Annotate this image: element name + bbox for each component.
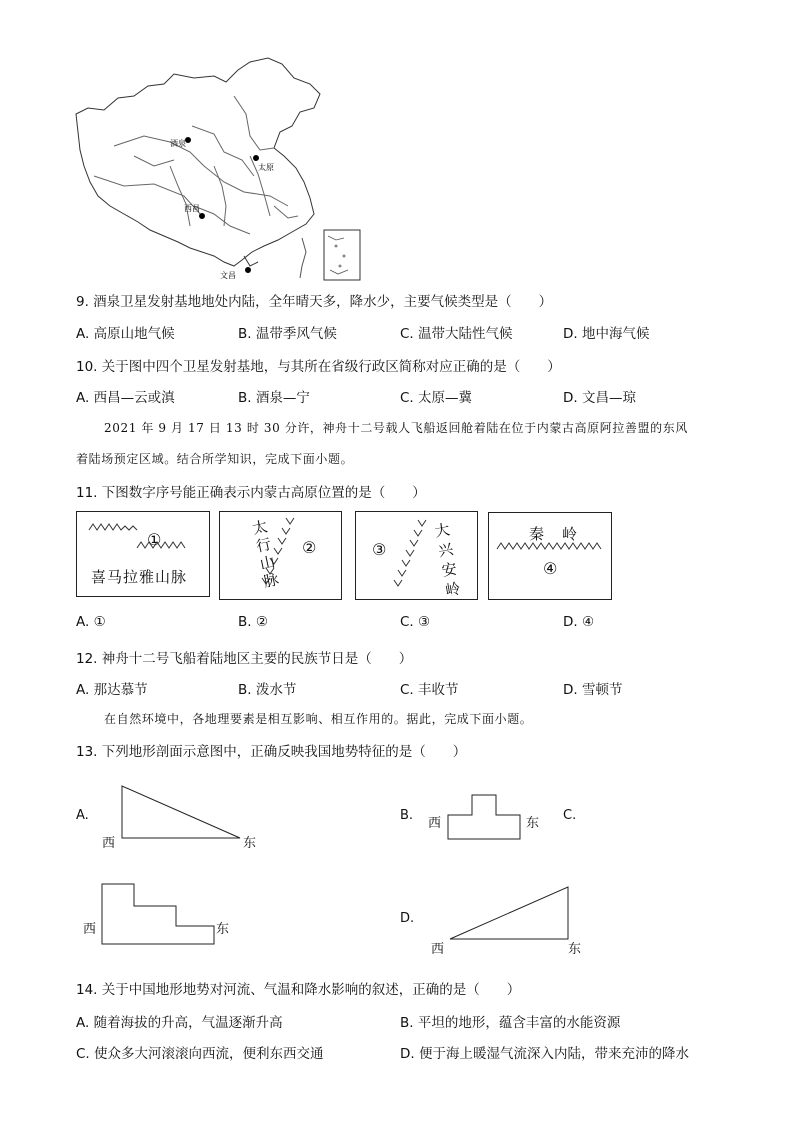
profile-a-shape[interactable] xyxy=(120,784,244,840)
q11-option-a[interactable]: A. ① xyxy=(76,614,106,630)
q11-option-b[interactable]: B. ② xyxy=(238,614,268,630)
q11-box-1-number: ① xyxy=(147,530,162,549)
china-outline xyxy=(76,58,320,266)
q10-option-d[interactable]: D. 文昌—琼 xyxy=(563,390,636,406)
profile-d-shape[interactable] xyxy=(448,885,572,941)
q12-option-c[interactable]: C. 丰收节 xyxy=(400,682,459,698)
q12-option-a[interactable]: A. 那达慕节 xyxy=(76,682,148,698)
passage2-line1: 在自然环境中，各地理要素是相互影响、相互作用的。据此，完成下面小题。 xyxy=(104,712,533,726)
q10-option-c[interactable]: C. 太原—冀 xyxy=(400,390,473,406)
q14-stem: 14. 关于中国地形地势对河流、气温和降水影响的叙述，正确的是（ ） xyxy=(76,982,521,998)
q13-c-east-label: 东 xyxy=(216,922,230,937)
q13-option-a-letter[interactable]: A. xyxy=(76,808,89,823)
q14-option-b[interactable]: B. 平坦的地形，蕴含丰富的水能资源 xyxy=(400,1015,621,1031)
q14-option-a[interactable]: A. 随着海拔的升高，气温逐渐升高 xyxy=(76,1015,283,1031)
q11-box-2 xyxy=(219,511,342,600)
q11-box-3 xyxy=(355,511,478,600)
q11-box-3-number: ③ xyxy=(372,540,387,559)
q11-option-c[interactable]: C. ③ xyxy=(400,614,431,630)
xichang-marker xyxy=(199,213,205,219)
q9-option-d[interactable]: D. 地中海气候 xyxy=(563,326,650,342)
q9-stem: 9. 酒泉卫星发射基地地处内陆，全年晴天多，降水少，主要气候类型是（ ） xyxy=(76,294,553,310)
q14-option-d[interactable]: D. 便于海上暖湿气流深入内陆，带来充沛的降水 xyxy=(400,1046,689,1062)
china-map-figure xyxy=(74,56,364,282)
q13-c-west-label: 西 xyxy=(83,922,97,937)
q13-a-east-label: 东 xyxy=(243,836,257,851)
mountain-symbols-2 xyxy=(220,512,343,601)
jiuquan-label: 酒泉 xyxy=(170,139,186,148)
q14-option-c[interactable]: C. 使众多大河滚滚向西流，便利东西交通 xyxy=(76,1046,324,1062)
q11-box-4-label: 秦岭 xyxy=(529,525,596,543)
taiyuan-marker xyxy=(253,155,259,161)
q13-option-b-letter[interactable]: B. xyxy=(400,808,414,823)
q10-option-b[interactable]: B. 酒泉—宁 xyxy=(238,390,310,406)
wenchang-marker xyxy=(245,267,251,273)
taiyuan-label: 太原 xyxy=(258,163,274,172)
q12-stem: 12. 神舟十二号飞船着陆地区主要的民族节日是（ ） xyxy=(76,651,413,667)
q13-option-d-letter[interactable]: D. xyxy=(400,911,415,926)
q13-a-west-label: 西 xyxy=(102,836,116,851)
q10-stem: 10. 关于图中四个卫星发射基地，与其所在省级行政区简称对应正确的是（ ） xyxy=(76,359,561,375)
q11-box-1-label: 喜马拉雅山脉 xyxy=(91,568,188,586)
q9-option-a[interactable]: A. 高原山地气候 xyxy=(76,326,175,342)
profile-b-shape[interactable] xyxy=(446,793,522,841)
profile-c-shape[interactable] xyxy=(100,882,216,946)
q9-option-b[interactable]: B. 温带季风气候 xyxy=(238,326,337,342)
passage1-line2: 着陆场预定区域。结合所学知识，完成下面小题。 xyxy=(76,452,354,466)
q9-option-c[interactable]: C. 温带大陆性气候 xyxy=(400,326,513,342)
q12-option-d[interactable]: D. 雪顿节 xyxy=(563,682,623,698)
q11-box-4 xyxy=(488,512,612,600)
q11-box-3-label: 大兴安岭 xyxy=(433,520,462,600)
q13-stem: 13. 下列地形剖面示意图中，正确反映我国地势特征的是（ ） xyxy=(76,744,467,760)
q13-d-east-label: 东 xyxy=(568,942,582,957)
q11-stem: 11. 下图数字序号能正确表示内蒙古高原位置的是（ ） xyxy=(76,485,426,501)
q13-b-east-label: 东 xyxy=(526,816,540,831)
xichang-label: 西昌 xyxy=(184,204,200,213)
wenchang-label: 文昌 xyxy=(220,271,236,280)
q12-option-b[interactable]: B. 泼水节 xyxy=(238,682,297,698)
passage1-line1: 2021 年 9 月 17 日 13 时 30 分许，神舟十二号载人飞船返回舱着陆在位于内蒙古高原阿拉善盟的东风 xyxy=(104,421,688,435)
q13-option-c-letter[interactable]: C. xyxy=(563,808,577,823)
q10-option-a[interactable]: A. 西昌—云或滇 xyxy=(76,390,175,406)
q11-box-4-number: ④ xyxy=(543,559,558,578)
q13-d-west-label: 西 xyxy=(431,942,445,957)
q13-b-west-label: 西 xyxy=(428,816,442,831)
q11-box-2-label: 太行山脉 xyxy=(250,517,281,591)
q11-option-d[interactable]: D. ④ xyxy=(563,614,595,630)
q11-box-1 xyxy=(76,511,210,597)
q11-box-2-number: ② xyxy=(302,538,317,557)
